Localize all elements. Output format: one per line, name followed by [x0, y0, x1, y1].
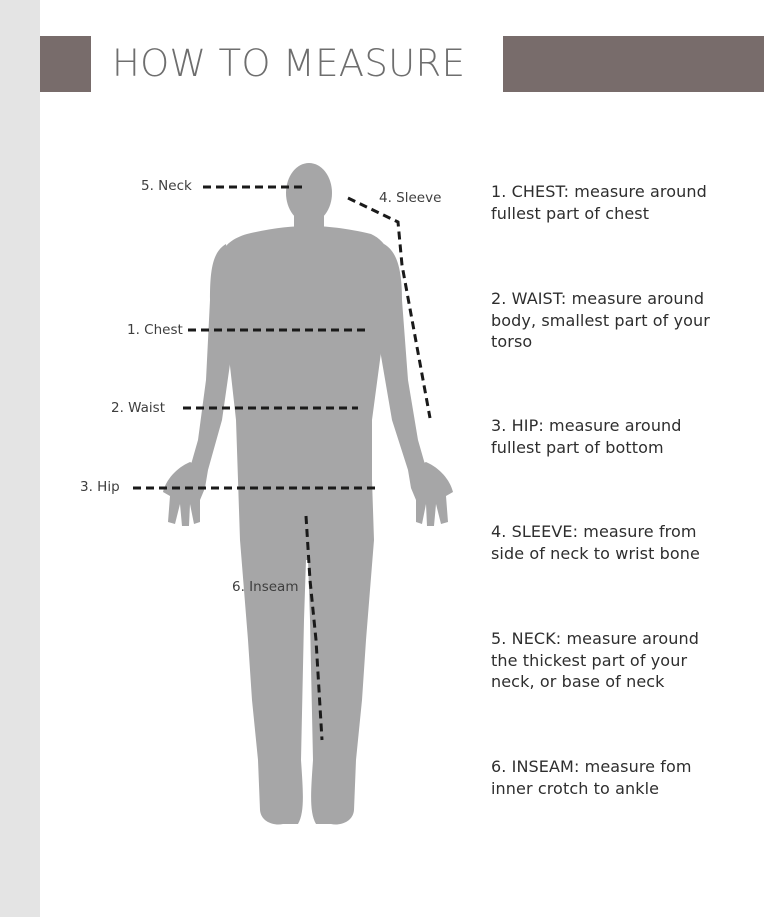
instruction-line: 2. WAIST: measure around [491, 289, 705, 308]
instruction-chest [491, 181, 761, 224]
instruction-line: inner crotch to ankle [491, 778, 660, 798]
instruction-line: 5. NECK: measure around [491, 629, 699, 648]
instruction-inseam [491, 756, 761, 799]
instruction-line: 6. INSEAM: measure fom [491, 757, 692, 776]
instruction-line: 3. HIP: measure around [491, 416, 682, 435]
instruction-line: fullest part of chest [491, 203, 650, 223]
instruction-hip [491, 415, 761, 458]
chest-label: 1. Chest [127, 322, 183, 338]
instruction-neck [491, 628, 761, 693]
instruction-line: torso [491, 332, 533, 351]
neck-label: 5. Neck [141, 178, 192, 194]
inseam-label: 6. Inseam [232, 579, 299, 595]
instruction-waist [491, 288, 761, 353]
instruction-sleeve [491, 521, 761, 564]
instruction-line: fullest part of bottom [491, 437, 664, 457]
instruction-line: 1. CHEST: measure around [491, 182, 707, 201]
sleeve-label: 4. Sleeve [379, 190, 442, 206]
instruction-line: the thickest part of your [491, 650, 688, 670]
hip-label: 3. Hip [80, 479, 120, 495]
body-silhouette [163, 163, 453, 824]
instruction-line: side of neck to wrist bone [491, 543, 700, 563]
instruction-line: body, smallest part of your [491, 310, 710, 330]
page-title: HOW TO MEASURE [112, 42, 466, 85]
instruction-line: 4. SLEEVE: measure from [491, 522, 697, 541]
instruction-line: neck, or base of neck [491, 672, 665, 691]
waist-label: 2. Waist [111, 400, 166, 416]
